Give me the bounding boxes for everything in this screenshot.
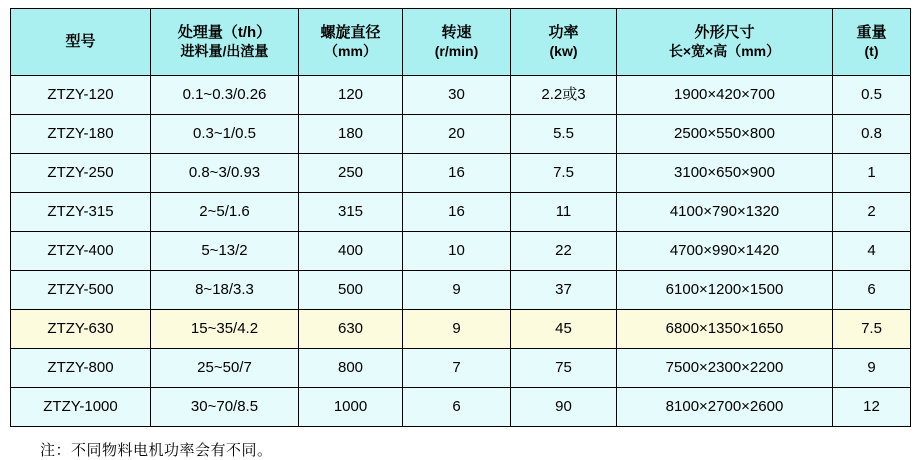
cell-rotate-speed: 9 [403,310,511,349]
column-header-weight [833,9,911,76]
cell-dimensions: 6800×1350×1650 [617,310,833,349]
column-header-model [11,9,151,76]
cell-weight: 0.5 [833,76,911,115]
column-header-screw-diameter [299,9,403,76]
cell-weight: 2 [833,193,911,232]
header-main-text: 转速 [441,23,472,41]
cell-weight: 4 [833,232,911,271]
cell-power: 22 [511,232,617,271]
cell-dimensions: 2500×550×800 [617,115,833,154]
cell-dimensions: 6100×1200×1500 [617,271,833,310]
specification-table [10,8,911,427]
header-main-text: 螺旋直径 [320,23,381,41]
cell-dimensions: 7500×2300×2200 [617,349,833,388]
table-row [11,232,911,271]
header-sub-text: (kw) [549,42,578,59]
header-main-text: 处理量（t/h） [177,23,272,41]
cell-power: 11 [511,193,617,232]
table-header [11,9,911,76]
cell-screw-diameter: 315 [299,193,403,232]
table-row [11,154,911,193]
cell-power: 7.5 [511,154,617,193]
cell-power: 45 [511,310,617,349]
table-row [11,271,911,310]
column-header-rotate-speed [403,9,511,76]
header-main-text: 型号 [65,32,96,50]
cell-model: ZTZY-120 [11,76,151,115]
table-row [11,193,911,232]
header-main-text: 功率 [548,23,579,41]
cell-model: ZTZY-180 [11,115,151,154]
cell-weight: 6 [833,271,911,310]
cell-dimensions: 4100×790×1320 [617,193,833,232]
cell-model: ZTZY-800 [11,349,151,388]
cell-capacity: 0.3~1/0.5 [151,115,299,154]
table-note: 注：不同物料电机功率会有不同。 [40,442,273,459]
table-row [11,349,911,388]
cell-power: 90 [511,388,617,427]
cell-screw-diameter: 400 [299,232,403,271]
header-sub-text: （mm） [324,42,377,59]
cell-capacity: 8~18/3.3 [151,271,299,310]
cell-capacity: 15~35/4.2 [151,310,299,349]
cell-weight: 9 [833,349,911,388]
cell-screw-diameter: 1000 [299,388,403,427]
cell-capacity: 5~13/2 [151,232,299,271]
cell-screw-diameter: 800 [299,349,403,388]
cell-dimensions: 1900×420×700 [617,76,833,115]
header-sub-text: (t) [864,42,879,59]
column-header-power [511,9,617,76]
cell-screw-diameter: 250 [299,154,403,193]
cell-power: 2.2或3 [511,76,617,115]
cell-dimensions: 4700×990×1420 [617,232,833,271]
cell-model: ZTZY-315 [11,193,151,232]
cell-screw-diameter: 180 [299,115,403,154]
cell-rotate-speed: 16 [403,154,511,193]
cell-rotate-speed: 20 [403,115,511,154]
cell-rotate-speed: 16 [403,193,511,232]
header-sub-text: (r/min) [434,42,479,59]
header-main-text: 外形尺寸 [694,23,755,41]
header-main-text: 重量 [856,23,887,41]
cell-rotate-speed: 6 [403,388,511,427]
column-header-dimensions [617,9,833,76]
cell-capacity: 0.1~0.3/0.26 [151,76,299,115]
cell-capacity: 25~50/7 [151,349,299,388]
cell-power: 5.5 [511,115,617,154]
cell-model: ZTZY-400 [11,232,151,271]
cell-screw-diameter: 500 [299,271,403,310]
table-row [11,76,911,115]
cell-model: ZTZY-630 [11,310,151,349]
cell-capacity: 0.8~3/0.93 [151,154,299,193]
header-sub-text: 进料量/出渣量 [180,42,269,59]
cell-screw-diameter: 120 [299,76,403,115]
column-header-capacity [151,9,299,76]
table-row [11,388,911,427]
header-row [11,9,911,76]
cell-power: 75 [511,349,617,388]
cell-rotate-speed: 10 [403,232,511,271]
cell-weight: 7.5 [833,310,911,349]
cell-model: ZTZY-500 [11,271,151,310]
cell-model: ZTZY-1000 [11,388,151,427]
cell-power: 37 [511,271,617,310]
table-row [11,115,911,154]
cell-capacity: 2~5/1.6 [151,193,299,232]
cell-dimensions: 3100×650×900 [617,154,833,193]
table-row-highlighted [11,310,911,349]
cell-dimensions: 8100×2700×2600 [617,388,833,427]
cell-model: ZTZY-250 [11,154,151,193]
header-sub-text: 长×宽×高（mm） [668,42,781,59]
cell-rotate-speed: 9 [403,271,511,310]
cell-rotate-speed: 7 [403,349,511,388]
cell-rotate-speed: 30 [403,76,511,115]
cell-capacity: 30~70/8.5 [151,388,299,427]
cell-weight: 12 [833,388,911,427]
cell-weight: 1 [833,154,911,193]
cell-weight: 0.8 [833,115,911,154]
cell-screw-diameter: 630 [299,310,403,349]
table-body [11,76,911,427]
